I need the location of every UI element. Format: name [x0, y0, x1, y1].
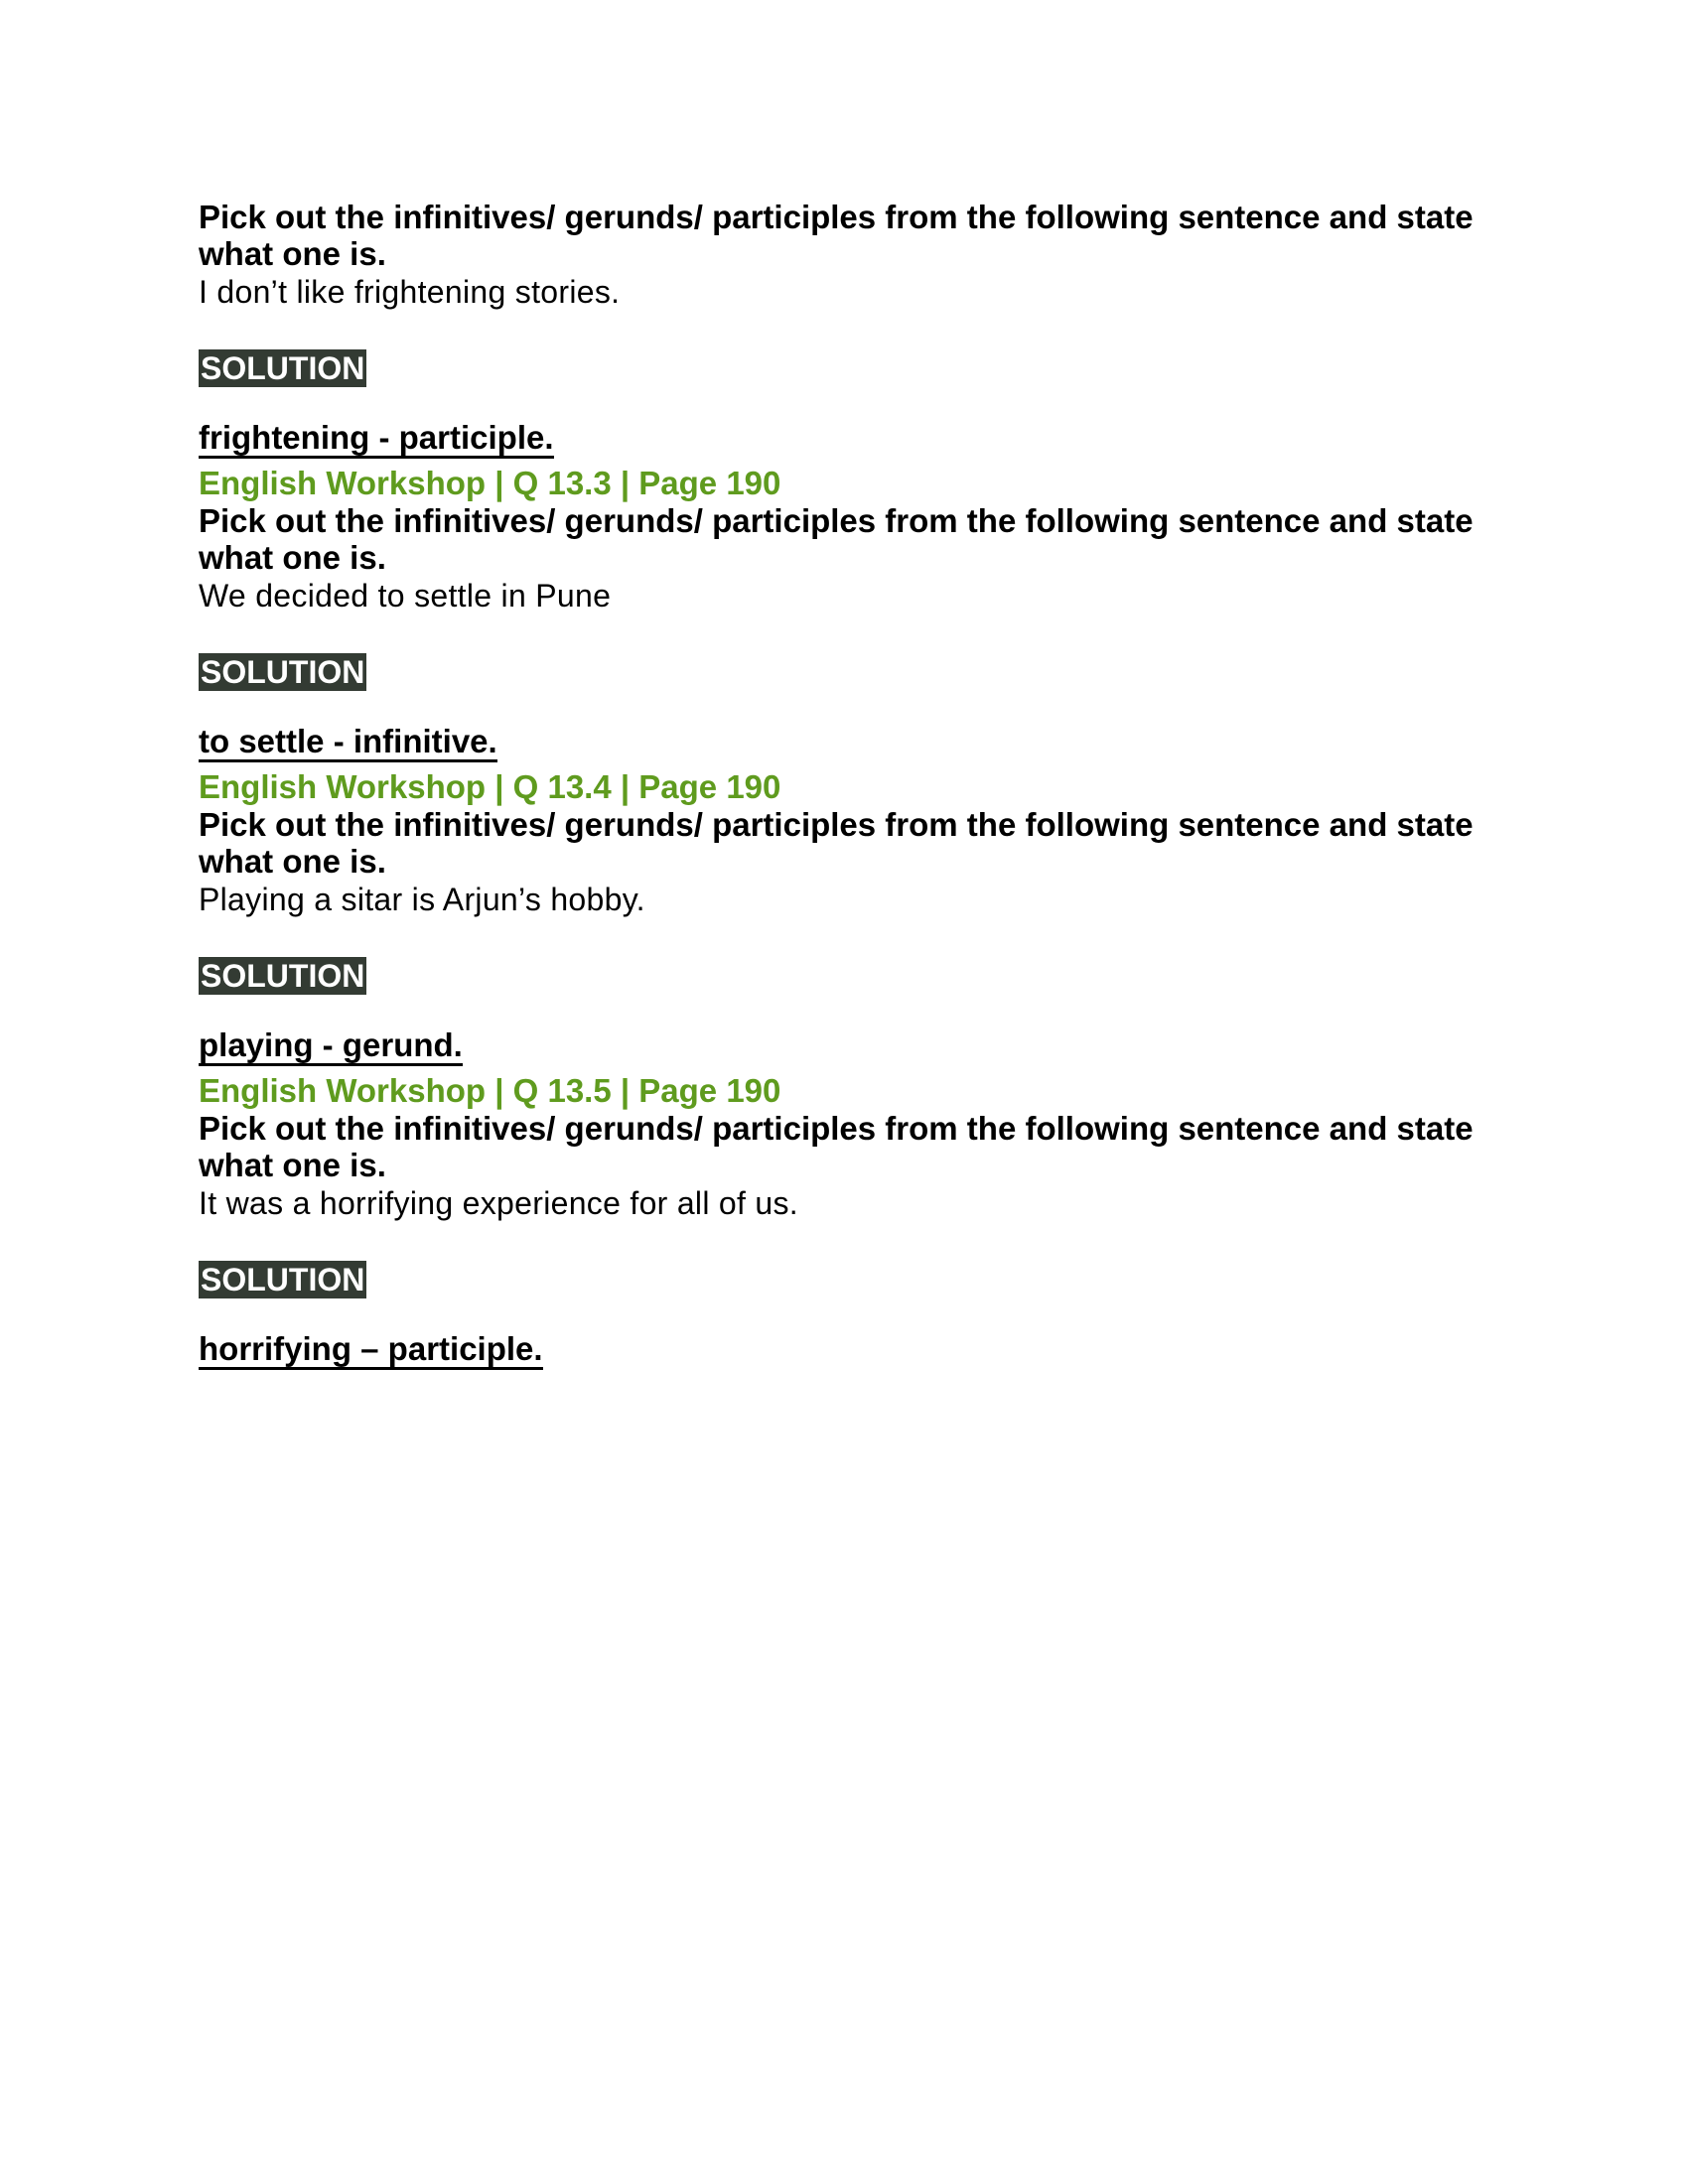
- question-sentence: We decided to settle in Pune: [199, 578, 612, 614]
- question-block: [199, 1072, 1489, 1368]
- question-instruction: Pick out the infinitives/ gerunds/ participles from the following sentence and state what one is.: [199, 1110, 1474, 1183]
- question-block: [199, 768, 1489, 1064]
- solution-label-row: [199, 957, 1489, 999]
- question-instruction: Pick out the infinitives/ gerunds/ participles from the following sentence and state what one is.: [199, 806, 1474, 880]
- question-block: [199, 199, 1489, 457]
- answer-text: horrifying – participle.: [199, 1332, 543, 1370]
- question-heading: English Workshop | Q 13.4 | Page 190: [199, 768, 781, 805]
- answer-row: [199, 1013, 1489, 1064]
- question-heading: English Workshop | Q 13.3 | Page 190: [199, 465, 781, 501]
- question-sentence: It was a horrifying experience for all of us.: [199, 1185, 798, 1221]
- question-heading: English Workshop | Q 13.5 | Page 190: [199, 1072, 781, 1109]
- question-block: [199, 465, 1489, 760]
- answer-text: frightening - participle.: [199, 421, 554, 459]
- question-sentence: Playing a sitar is Arjun’s hobby.: [199, 882, 645, 917]
- solution-label-row: [199, 653, 1489, 695]
- question-instruction: Pick out the infinitives/ gerunds/ participles from the following sentence and state what one is.: [199, 502, 1474, 576]
- solution-badge: SOLUTION: [201, 1262, 365, 1297]
- answer-row: [199, 1316, 1489, 1368]
- answer-text: playing - gerund.: [199, 1028, 463, 1066]
- document-page: [199, 199, 1489, 1368]
- solution-label-row: [199, 349, 1489, 391]
- solution-badge: SOLUTION: [201, 958, 365, 994]
- question-sentence: I don’t like frightening stories.: [199, 274, 621, 310]
- question-instruction: Pick out the infinitives/ gerunds/ participles from the following sentence and state what one is.: [199, 199, 1474, 272]
- solution-badge: SOLUTION: [201, 654, 365, 690]
- solution-label-row: [199, 1261, 1489, 1302]
- answer-row: [199, 405, 1489, 457]
- answer-row: [199, 709, 1489, 760]
- answer-text: to settle - infinitive.: [199, 725, 497, 762]
- solution-badge: SOLUTION: [201, 350, 365, 386]
